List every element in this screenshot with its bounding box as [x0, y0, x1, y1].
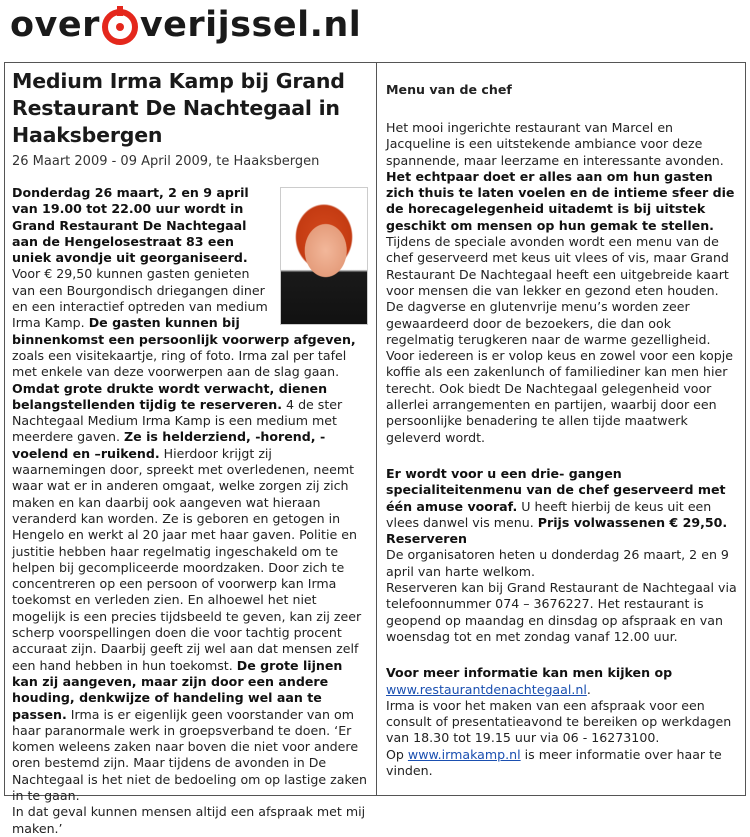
irmakamp-website-link[interactable]: www.irmakamp.nl — [407, 746, 521, 762]
article-title: Medium Irma Kamp bij Grand Restaurant De Nachtegaal in Haaksbergen — [12, 69, 345, 147]
left-column — [12, 68, 368, 837]
text-5: Irma is er eigenlijk geen voorstander van om haar paranormale werk in groepsverband te doen. ‘Er komen weleens zaken naar boven die niet voor andere oren bestemd zijn. Maar tijdens de avonden in De Nachtegaal is het niet de bedoeling om op lastige zaken in te gaan. — [12, 706, 368, 803]
reserve-welcome: De organisatoren heten u donderdag 26 maart, 2 en 9 april van harte welkom. — [386, 547, 729, 579]
text-4: Hierdoor krijgt zij waarnemingen door, spreekt met overledenen, neemt waar wat er in anderen omgaat, welke zorgen zij zich maken en kan daarbij ook aangeven wat hieraan veranderd kan worden. Ze is geboren en getogen in Hengelo en werkt al 20 jaar met haar gaven. Politie en justitie hebben haar regelmatig ingeschakeld om te helpen bij gecompliceerde moordzaken. Door zich te concentreren op een persoon of voorwerp kan Irma toekomst en verleden zien. En alhoewel het niet mogelijk is een precies tijdsbeeld te geven, kan zij zeer scherp voorspellingen doen die voor tachtig procent accuraat zijn. Daarbij geeft zij wel aan dat mensen zelf een hand hebben in hun toekomst. — [12, 445, 362, 673]
reserve-heading: Reserveren — [386, 531, 467, 547]
logo-text-start: over — [10, 5, 100, 45]
power-ring-icon — [102, 9, 138, 45]
text-1: Voor € 29,50 kunnen gasten genieten van een Bourgondisch driegangen diner en een interactief optreden van medium Irma Kamp. — [12, 266, 268, 331]
lead-bold-1: Donderdag 26 maart, 2 en 9 april van 19.00 tot 22.00 uur wordt in Grand Restaurant De Nachtegaal aan de Hengelosestraat 83 een uniek avondje uit georganiseerd. — [12, 185, 249, 266]
r-text-3: U heeft hierbij de keus uit een vlees danwel vis menu. — [386, 498, 712, 530]
info-consult: Irma is voor het maken van een afspraak voor een consult of presentatieavond te bereiken op werkdagen van 18.30 tot 19.15 uur via 06 - 16273100. — [386, 697, 732, 746]
irma-kamp-photo — [280, 187, 368, 325]
bold-3: Omdat grote drukte wordt verwacht, dienen belangstellenden tijdig te reserveren. — [12, 380, 328, 412]
column-divider — [376, 62, 377, 796]
right-column: Menu van de chef Het mooi ingerichte restaurant van Marcel en Jacqueline is een uitstekende ambiance voor deze spannende, maar leerzame en interessante avonden. Het echtpaar doet er alles aan om hun gasten zich thuis te laten voelen en de intieme sfeer die de horecagelegenheid uitademt is bij uitstek geschikt om mensen op hun gemak te stellen. Tijdens de speciale avonden wordt een menu van de chef geserveerd met keus uit vlees of vis, maar Grand Restaurant De Nachtegaal heeft een uitgebreide kaart voor mensen die van lekker en gezond eten houden. De dagverse en glutenvrije menu’s worden zeer gewaardeerd door de bezoekers, die dan ook regelmatig terugkeren naar de warme gezelligheid. Voor iedereen is er volop keus en zowel voor een kopje koffie als een zakenlunch of familiediner kan men hier terecht. Ook biedt De Nachtegaal gelegenheid voor allerlei arrangementen en partijen, waarbij door een persoonlijke benadering te allen tijde maatwerk geleverd wordt. Er wordt voor u een drie- gangen specialiteitenmenu van de chef geserveerd met één amuse vooraf. U heeft hierbij de keus uit een vlees danwel vis menu. Prijs volwassenen € 29,50. Reserveren De organisatoren heten u donderdag 26 maart, 2 en 9 april van harte welkom. Reserveren kan bij Grand Restaurant de Nachtegaal via telefoonnummer 074 – 3676227. Het restaurant is geopend op maandag en dinsdag op afspraak en van woensdag tot en met zondag vanaf 12.00 uur. Voor meer informatie kan men kijken op www.restaurantdenachtegaal.nl. Irma is voor het maken van een afspraak voor een consult of presentatieavond te bereiken op werkdagen van 18.30 tot 19.15 uur via 06 - 16273100. Op www.irmakamp.nl is meer informatie over haar te vinden. — [386, 82, 737, 778]
r-bold-2: Er wordt voor u een drie- gangen specialiteitenmenu van de chef geserveerd met één amuse vooraf. — [386, 465, 726, 514]
article-body-left — [12, 185, 368, 837]
restaurant-paragraph — [386, 120, 738, 446]
bold-2: De gasten kunnen bij binnenkomst een persoonlijk voorwerp afgeven, — [12, 315, 356, 347]
r-bold-1: Het echtpaar doet er alles aan om hun gasten zich thuis te laten voelen en de intieme sfeer die de horecagelegenheid uitademt is bij uitstek geschikt om mensen op hun gemak te stellen. — [386, 168, 735, 233]
menu-paragraph — [386, 466, 738, 531]
text-6: In dat geval kunnen mensen altijd een afspraak met mij maken.’ — [12, 804, 366, 836]
restaurant-website-link[interactable]: www.restaurantdenachtegaal.nl — [386, 681, 587, 697]
r-text-2: Tijdens de speciale avonden wordt een menu van de chef geserveerd met keus uit vlees of vis, maar Grand Restaurant De Nachtegaal heeft een uitgebreide kaart voor mensen die van lekker en gezond eten houden. De dagverse en glutenvrije menu’s worden zeer gewaardeerd door de bezoekers, die dan ook regelmatig terugkeren naar de warme gezelligheid. Voor iedereen is er volop keus en zowel voor een kopje koffie als een zakenlunch of familiediner kan men hier terecht. Ook biedt De Nachtegaal gelegenheid voor allerlei arrangementen en partijen, waarbij door een persoonlijke benadering te allen tijde maatwerk geleverd wordt. — [386, 234, 734, 445]
site-logo[interactable] — [10, 0, 361, 50]
logo-text-end: verijssel.nl — [139, 5, 362, 45]
menu-heading: Menu van de chef — [386, 82, 512, 97]
price-text: Prijs volwassenen € 29,50. — [537, 514, 728, 530]
reserve-details: Reserveren kan bij Grand Restaurant de Nachtegaal via telefoonnummer 074 – 3676227. Het restaurant is geopend op maandag en dinsdag op afspraak en van woensdag tot en met zondag vanaf 12.00 uur. — [386, 580, 737, 644]
text-3: 4 de ster Nachtegaal Medium Irma Kamp is een medium met meerdere gaven. — [12, 396, 343, 445]
bold-4: Ze is helderziend, -horend, -voelend en –ruikend. — [12, 429, 326, 461]
article-dateline: 26 Maart 2009 - 09 April 2009, te Haaksbergen — [12, 154, 320, 169]
bold-5: De grote lijnen kan zij aangeven, maar zijn door een andere houding, denkwijze of handeling wel aan te passen. — [12, 657, 343, 722]
r-text-1: Het mooi ingerichte restaurant van Marcel en Jacqueline is een uitstekende ambiance voor deze spannende, maar leerzame en interessante avonden. — [386, 120, 724, 168]
info-more: Op www.irmakamp.nl is meer informatie over haar te vinden. — [386, 746, 722, 778]
info-heading: Voor meer informatie kan men kijken op — [386, 665, 673, 681]
text-2: zoals een visitekaartje, ring of foto. Irma zal per tafel met enkele van deze voorwerpen aan de slag gaan. — [12, 347, 347, 380]
